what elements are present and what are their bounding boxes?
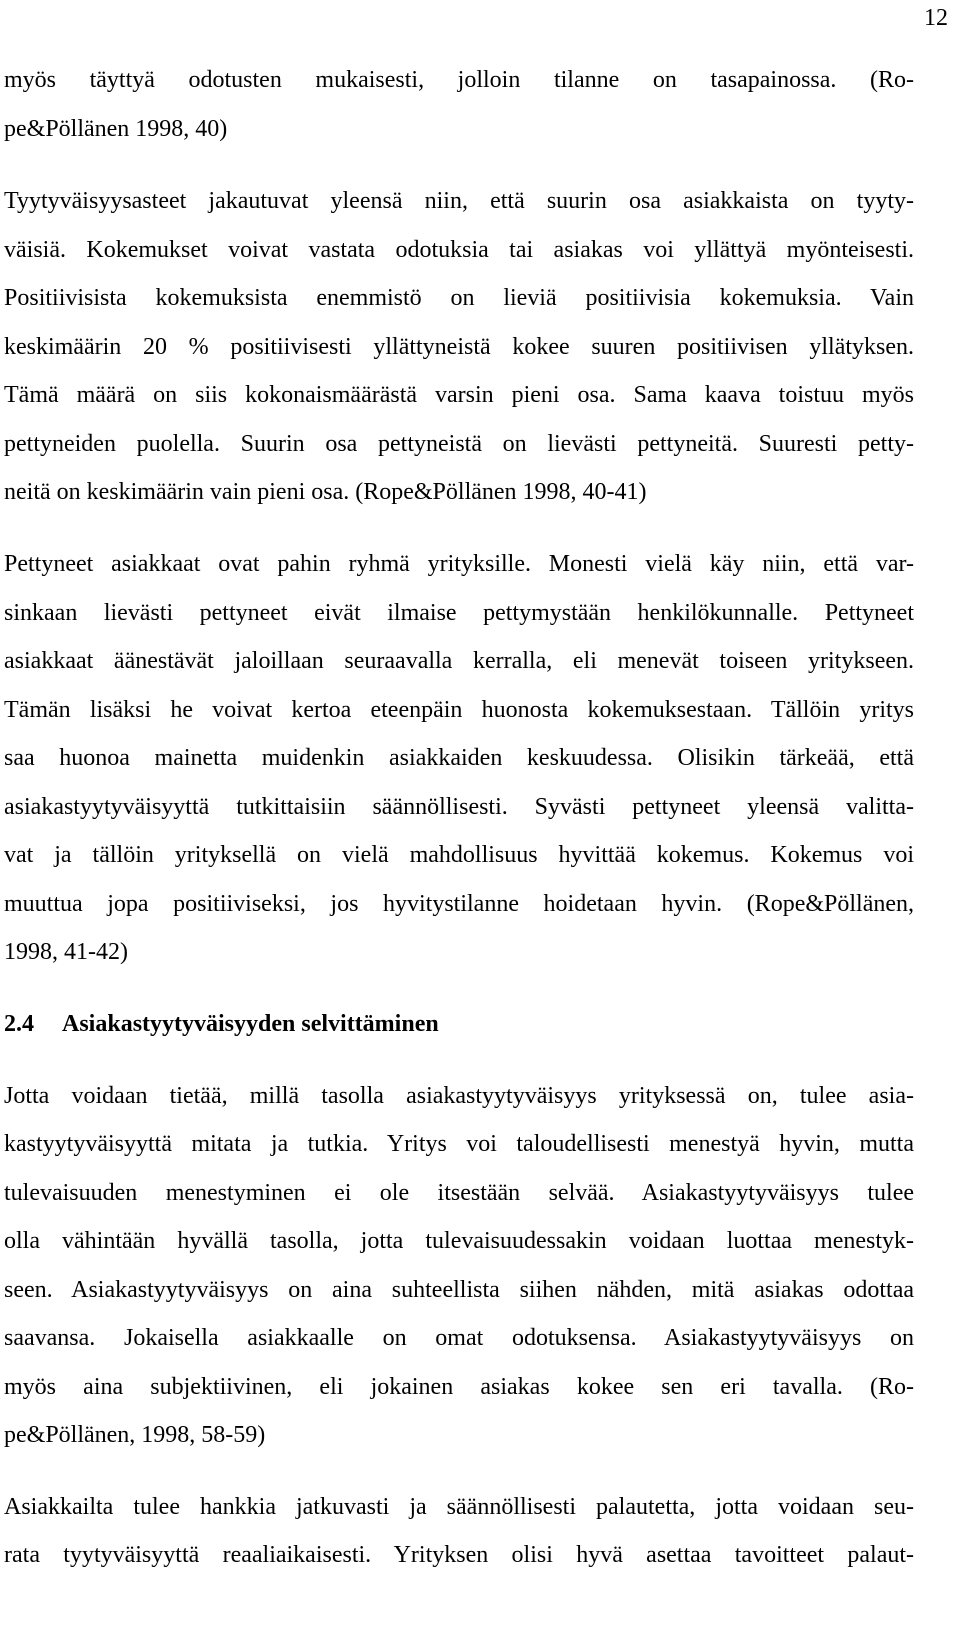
text-line: pe&Pöllänen, 1998, 58-59) bbox=[4, 1422, 266, 1448]
text-line: pettyneiden puolella. Suurin osa pettyneistä on lievästi pettyneitä. Suuresti petty- bbox=[4, 431, 914, 457]
text-line: Pettyneet asiakkaat ovat pahin ryhmä yrityksille. Monesti vielä käy niin, että var- bbox=[4, 551, 914, 577]
text-line: Tyytyväisyysasteet jakautuvat yleensä niin, että suurin osa asiakkaista on tyyty- bbox=[4, 188, 914, 214]
text-line: seen. Asiakastyytyväisyys on aina suhteellista siihen nähden, mitä asiakas odottaa bbox=[4, 1277, 914, 1303]
text-line: muuttua jopa positiiviseksi, jos hyvitystilanne hoidetaan hyvin. (Rope&Pöllänen, bbox=[4, 891, 914, 917]
text-line: 1998, 41-42) bbox=[4, 939, 128, 965]
section-title: Asiakastyytyväisyyden selvittäminen bbox=[62, 1011, 439, 1037]
text-line: sinkaan lievästi pettyneet eivät ilmaise pettymystään henkilökunnalle. Pettyneet bbox=[4, 600, 914, 626]
text-line: asiakkaat äänestävät jaloillaan seuraavalla kerralla, eli menevät toiseen yritykseen. bbox=[4, 648, 914, 674]
text-line: kastyytyväisyyttä mitata ja tutkia. Yritys voi taloudellisesti menestyä hyvin, mutta bbox=[4, 1131, 914, 1157]
text-line: Asiakkailta tulee hankkia jatkuvasti ja säännöllisesti palautetta, jotta voidaan seu- bbox=[4, 1494, 914, 1520]
text-line: olla vähintään hyvällä tasolla, jotta tulevaisuudessakin voidaan luottaa menestyk- bbox=[4, 1228, 914, 1254]
page-number: 12 bbox=[924, 5, 948, 31]
text-line: vat ja tällöin yrityksellä on vielä mahdollisuus hyvittää kokemus. Kokemus voi bbox=[4, 842, 914, 868]
text-line: myös aina subjektiivinen, eli jokainen asiakas kokee sen eri tavalla. (Ro- bbox=[4, 1374, 914, 1400]
section-heading bbox=[4, 1008, 439, 1040]
text-line: väisiä. Kokemukset voivat vastata odotuksia tai asiakas voi yllättyä myönteisesti. bbox=[4, 237, 914, 263]
text-line: saa huonoa mainetta muidenkin asiakkaiden keskuudessa. Olisikin tärkeää, että bbox=[4, 745, 914, 771]
text-line: rata tyytyväisyyttä reaaliaikaisesti. Yrityksen olisi hyvä asettaa tavoitteet palaut- bbox=[4, 1542, 914, 1568]
text-line: Jotta voidaan tietää, millä tasolla asiakastyytyväisyys yrityksessä on, tulee asia- bbox=[4, 1083, 914, 1109]
text-line: tulevaisuuden menestyminen ei ole itsestään selvää. Asiakastyytyväisyys tulee bbox=[4, 1180, 914, 1206]
text-line: neitä on keskimäärin vain pieni osa. (Rope&Pöllänen 1998, 40-41) bbox=[4, 479, 647, 505]
text-line: Tämän lisäksi he voivat kertoa eteenpäin huonosta kokemuksestaan. Tällöin yritys bbox=[4, 697, 914, 723]
section-number: 2.4 bbox=[4, 1011, 34, 1037]
text-line: keskimäärin 20 % positiivisesti yllättyneistä kokee suuren positiivisen yllätyksen. bbox=[4, 334, 914, 360]
text-line: myös täyttyä odotusten mukaisesti, jolloin tilanne on tasapainossa. (Ro- bbox=[4, 67, 914, 93]
text-line: Positiivisista kokemuksista enemmistö on lieviä positiivisia kokemuksia. Vain bbox=[4, 285, 914, 311]
text-line: asiakastyytyväisyyttä tutkittaisiin säännöllisesti. Syvästi pettyneet yleensä valitta- bbox=[4, 794, 914, 820]
text-line: Tämä määrä on siis kokonaismäärästä varsin pieni osa. Sama kaava toistuu myös bbox=[4, 382, 914, 408]
text-line: pe&Pöllänen 1998, 40) bbox=[4, 116, 228, 142]
text-line: saavansa. Jokaisella asiakkaalle on omat odotuksensa. Asiakastyytyväisyys on bbox=[4, 1325, 914, 1351]
